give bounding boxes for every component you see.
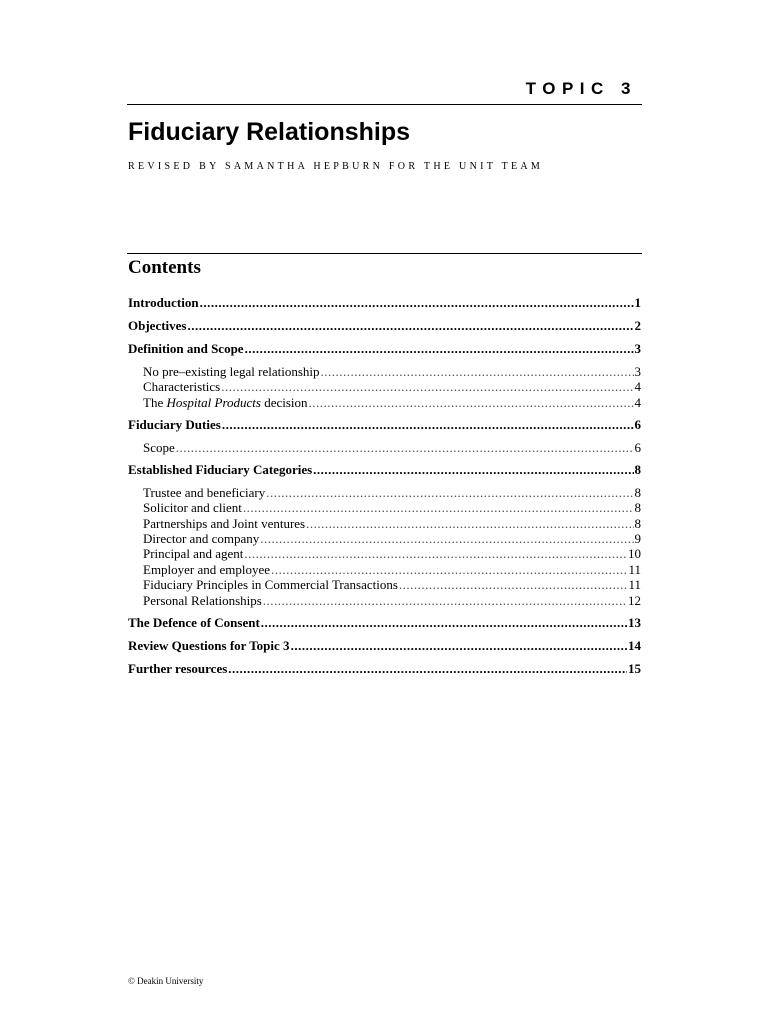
toc-dot-leader [306,516,633,532]
toc-entry-label: Review Questions for Topic 3 [128,638,290,653]
toc-entry-page: 1 [634,295,641,310]
toc-entry-fiduciary-principles-commercial[interactable] [143,577,641,593]
toc-entry-page: 11 [628,562,641,577]
toc-entry-label [143,395,308,411]
toc-entry-established-fiduciary-categories[interactable] [128,462,641,478]
toc-dot-leader [245,341,634,357]
toc-entry-label: Trustee and beneficiary [143,485,266,500]
toc-entry-defence-of-consent[interactable] [128,615,641,631]
toc-entry-label: The Defence of Consent [128,615,260,630]
toc-entry-page: 15 [628,661,641,676]
toc-entry-label: No pre–existing legal relationship [143,364,320,379]
toc-entry-fiduciary-duties[interactable] [128,417,641,433]
copyright-footer: © Deakin University [128,976,204,986]
toc-entry-page: 4 [634,379,641,394]
topic-label: TOPIC 3 [525,79,637,98]
toc-entry-label: Scope [143,440,175,455]
toc-entry-label: Partnerships and Joint ventures [143,516,306,531]
toc-entry-label: Characteristics [143,379,221,394]
toc-dot-leader [260,531,633,547]
toc-entry-page: 13 [628,615,641,630]
toc-entry-label: Personal Relationships [143,593,262,608]
toc-entry-personal-relationships[interactable] [143,593,641,609]
toc-entry-label: Principal and agent [143,546,244,561]
toc-dot-leader [228,661,627,677]
toc-entry-page: 8 [634,516,641,531]
toc-entry-label: Introduction [128,295,199,310]
toc-dot-leader [222,417,634,433]
toc-entry-page: 4 [634,395,641,410]
contents-heading: Contents [128,257,201,278]
page-subtitle: REVISED BY SAMANTHA HEPBURN FOR THE UNIT TEAM [128,161,544,172]
toc-dot-leader [263,593,627,609]
toc-entry-no-pre-existing-legal-relationship[interactable] [143,364,641,380]
toc-dot-leader [291,638,627,654]
toc-entry-employer-and-employee[interactable] [143,562,641,578]
toc-entry-solicitor-and-client[interactable] [143,500,641,516]
toc-dot-leader [313,462,633,478]
toc-entry-page: 14 [628,638,641,653]
toc-entry-page: 3 [634,341,641,356]
toc-entry-page: 3 [634,364,641,379]
toc-entry-page: 11 [628,577,641,592]
toc-entry-scope[interactable] [143,440,641,456]
toc-dot-leader [309,395,634,411]
toc-entry-page: 8 [634,462,641,477]
toc-entry-director-and-company[interactable] [143,531,641,547]
toc-dot-leader [399,577,628,593]
toc-entry-introduction[interactable] [128,295,641,311]
toc-entry-trustee-and-beneficiary[interactable] [143,485,641,501]
toc-entry-label: Established Fiduciary Categories [128,462,313,477]
toc-entry-label: Objectives [128,318,187,333]
toc-entry-further-resources[interactable] [128,661,641,677]
page-title: Fiduciary Relationships [128,118,411,146]
toc-dot-leader [187,318,633,334]
toc-dot-leader [221,379,633,395]
toc-entry-page: 6 [634,417,641,432]
toc-dot-leader [244,546,627,562]
contents-rule [127,253,642,254]
toc-entry-page: 9 [634,531,641,546]
toc-entry-definition-and-scope[interactable] [128,341,641,357]
toc-entry-partnerships-and-joint-ventures[interactable] [143,516,641,532]
toc-entry-objectives[interactable] [128,318,641,334]
toc-dot-leader [271,562,627,578]
toc-entry-label: Director and company [143,531,260,546]
toc-entry-label: Fiduciary Duties [128,417,221,432]
toc-entry-label: Fiduciary Principles in Commercial Transactions [143,577,398,592]
toc-entry-principal-and-agent[interactable] [143,546,641,562]
toc-label-prefix: The [143,395,167,410]
toc-dot-leader [261,615,627,631]
toc-dot-leader [200,295,634,311]
toc-label-italic: Hospital Products [166,395,261,410]
toc-entry-page: 6 [634,440,641,455]
toc-dot-leader [321,364,634,380]
toc-label-suffix: decision [260,395,308,410]
toc-entry-characteristics[interactable] [143,379,641,395]
toc-entry-page: 2 [634,318,641,333]
header-rule [127,104,642,105]
toc-entry-label: Employer and employee [143,562,271,577]
toc-dot-leader [176,440,634,456]
toc-entry-page: 8 [634,485,641,500]
toc-dot-leader [243,500,634,516]
toc-entry-review-questions[interactable] [128,638,641,654]
toc-entry-page: 10 [628,546,641,561]
toc-entry-label: Definition and Scope [128,341,244,356]
toc-entry-hospital-products-decision[interactable] [143,395,641,411]
toc-entry-label: Solicitor and client [143,500,242,515]
toc-dot-leader [266,485,633,501]
toc-entry-label: Further resources [128,661,228,676]
toc-entry-page: 12 [628,593,641,608]
toc-entry-page: 8 [634,500,641,515]
